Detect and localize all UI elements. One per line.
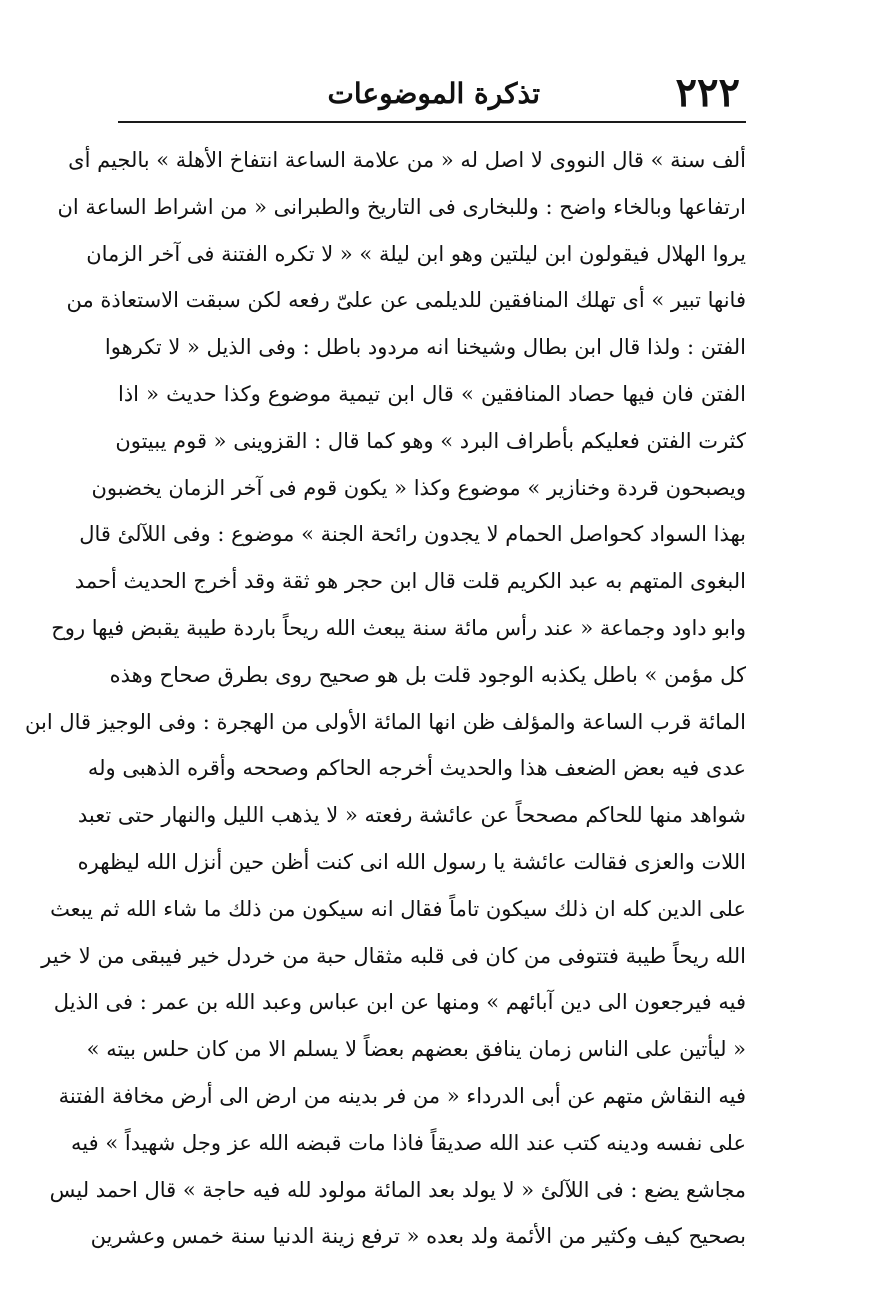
text-line: شواهد منها للحاكم مصححاً عن عائشة رفعته « لا يذهب الليل والنهار حتى تعبد [77, 803, 746, 828]
text-line: بصحيح كيف وكثير من الأئمة ولد بعده « ترفع زينة الدنيا سنة خمس وعشرين [90, 1224, 746, 1249]
text-line: كثرت الفتن فعليكم بأطراف البرد » وهو كما قال : القزوينى « قوم يبيتون [115, 428, 746, 453]
text-line: عدى فيه بعض الضعف هذا والحديث أخرجه الحاكم وصححه وأقره الذهبى وله [87, 756, 746, 781]
text-line: « ليأتين على الناس زمان ينافق بعضهم بعضاً لا يسلم الا من كان حلس بيته » [86, 1037, 746, 1062]
text-line: الفتن فان فيها حصاد المنافقين » قال ابن تيمية موضوع وكذا حديث « اذا [118, 381, 746, 406]
running-head [120, 68, 740, 118]
text-line: اللات والعزى فقالت عائشة يا رسول الله انى كنت أظن حين أنزل الله ليظهره [77, 849, 746, 874]
text-line: ألف سنة » قال النووى لا اصل له « من علامة الساعة انتفاخ الأهلة » بالجيم أى [68, 148, 746, 172]
text-line: البغوى المتهم به عبد الكريم قلت قال ابن حجر هو ثقة وقد أخرج الحديث أحمد [74, 569, 746, 594]
text-line: كل مؤمن » باطل يكذبه الوجود قلت بل هو صحيح روى بطرق صحاح وهذه [109, 662, 746, 687]
body-text [25, 137, 746, 1260]
header-rule [118, 121, 746, 123]
text-line: بهذا السواد كحواصل الحمام لا يجدون رائحة الجنة » موضوع : وفى اللآلئ قال [79, 522, 746, 547]
text-line: فانها تبير » أى تهلك المنافقين للديلمى عن علىّ رفعه لكن سبقت الاستعاذة من [66, 288, 746, 313]
text-line: الفتن : ولذا قال ابن بطال وشيخنا انه مردود باطل : وفى الذيل « لا تكرهوا [104, 335, 746, 360]
text-line: على نفسه ودينه كتب عند الله صديقاً فاذا مات قبضه الله عز وجل شهيداً » فيه [71, 1130, 746, 1155]
text-line: على الدين كله ان ذلك سيكون تاماً فقال انه سيكون من ذلك ما شاء الله ثم يبعث [50, 896, 746, 921]
text-line: مجاشع يضع : فى اللآلئ « لا يولد بعد المائة مولود لله فيه حاجة » قال احمد ليس [49, 1177, 746, 1202]
text-line: ارتفاعها وبالخاء واضح : وللبخارى فى التاريخ والطبرانى « من اشراط الساعة ان [57, 194, 746, 219]
text-line: ويصبحون قردة وخنازير » موضوع وكذا « يكون قوم فى آخر الزمان يخضبون [91, 475, 746, 500]
text-line: الله ريحاً طيبة فتتوفى من كان فى قلبه مثقال حبة من خردل خير فيبقى من لا خير [41, 943, 746, 968]
page-number: ٢٢٢ [675, 69, 740, 116]
text-line: المائة قرب الساعة والمؤلف ظن انها المائة الأولى من الهجرة : وفى الوجيز قال ابن [25, 709, 746, 734]
book-title: تذكرة الموضوعات [327, 77, 540, 110]
text-line: وابو داود وجماعة « عند رأس مائة سنة يبعث الله ريحاً باردة طيبة يقبض فيها روح [51, 615, 746, 640]
text-line: فيه فيرجعون الى دين آبائهم » ومنها عن ابن عباس وعبد الله بن عمر : فى الذيل [53, 990, 746, 1015]
text-line: يروا الهلال فيقولون ابن ليلتين وهو ابن ليلة » « لا تكره الفتنة فى آخر الزمان [86, 241, 746, 266]
text-line: فيه النقاش متهم عن أبى الدرداء « من فر بدينه من ارض الى أرض مخافة الفتنة [58, 1083, 746, 1108]
